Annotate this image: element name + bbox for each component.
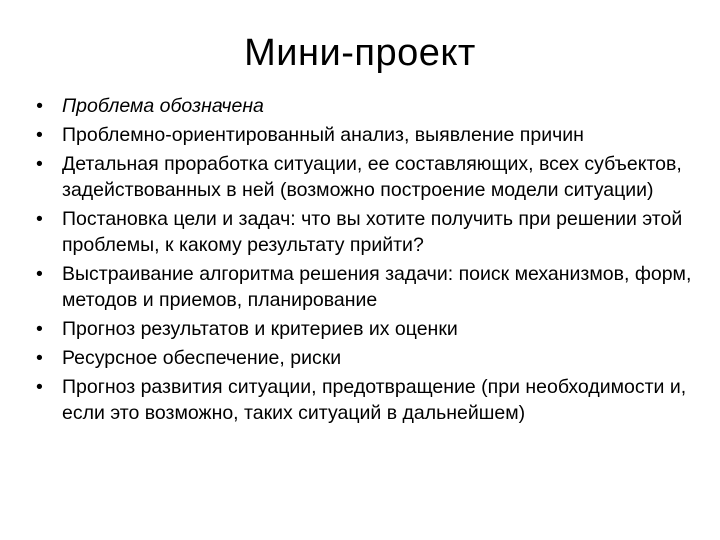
bullet-item-results-forecast <box>36 316 696 342</box>
bullet-icon: • <box>36 153 43 175</box>
bullet-item-problem-analysis <box>36 122 696 148</box>
bullet-list <box>36 93 696 429</box>
bullet-text: Прогноз результатов и критериев их оценки <box>62 318 458 340</box>
bullet-text: Детальная проработка ситуации, ее составляющих, всех субъектов, задействованных в ней (возможно построение модели ситуации) <box>62 153 682 201</box>
bullet-text: Прогноз развития ситуации, предотвращение (при необходимости и, если это возможно, таких ситуаций в дальнейшем) <box>62 376 687 424</box>
bullet-text: Проблемно-ориентированный анализ, выявление причин <box>62 124 584 146</box>
bullet-item-resources-risks <box>36 345 696 371</box>
bullet-icon: • <box>36 124 43 146</box>
bullet-icon: • <box>36 347 43 369</box>
bullet-text: Выстраивание алгоритма решения задачи: поиск механизмов, форм, методов и приемов, планирование <box>62 263 692 311</box>
bullet-icon: • <box>36 208 43 230</box>
bullet-item-situation-forecast <box>36 374 696 426</box>
bullet-text: Постановка цели и задач: что вы хотите получить при решении этой проблемы, к какому результату прийти? <box>62 208 683 256</box>
bullet-item-detailed-study <box>36 151 696 203</box>
bullet-item-goals-tasks <box>36 206 696 258</box>
bullet-text: Проблема обозначена <box>62 95 264 117</box>
bullet-icon: • <box>36 376 43 398</box>
bullet-icon: • <box>36 95 43 117</box>
bullet-item-algorithm <box>36 261 696 313</box>
bullet-item-problem-defined <box>36 93 696 119</box>
bullet-icon: • <box>36 318 43 340</box>
bullet-text: Ресурсное обеспечение, риски <box>62 347 342 369</box>
bullet-icon: • <box>36 263 43 285</box>
slide-title: Мини-проект <box>244 32 476 74</box>
